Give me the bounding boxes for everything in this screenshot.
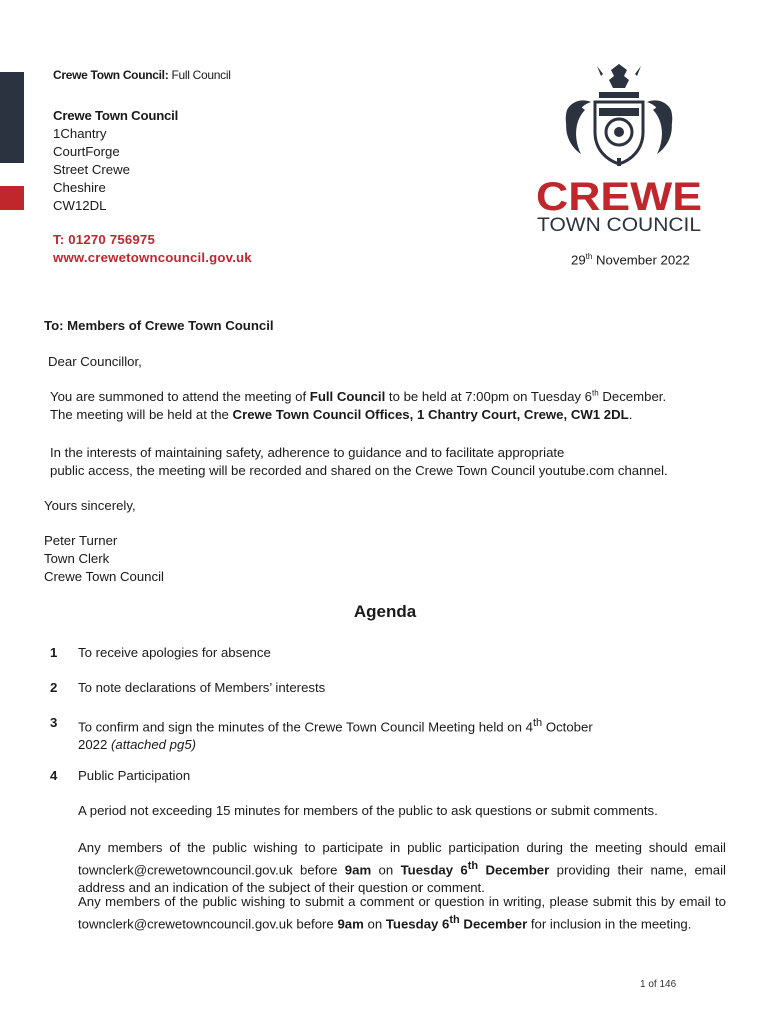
side-bar-red xyxy=(0,186,24,210)
contact-block xyxy=(53,231,252,267)
minutes-attachment-note: (attached pg5) xyxy=(111,737,197,753)
crest-icon xyxy=(566,64,673,166)
salutation: Dear Councillor, xyxy=(48,354,142,369)
closing: Yours sincerely, xyxy=(44,498,136,513)
minutes-text: To confirm and sign the minutes of the Crewe Town Council Meeting held on 4 xyxy=(78,719,533,735)
council-logo xyxy=(533,58,705,234)
recording-line: In the interests of maintaining safety, adherence to guidance and to facilitate appropriate xyxy=(50,445,565,460)
date-suffix: th xyxy=(585,252,593,261)
address-line: Cheshire xyxy=(53,180,106,195)
written-deadline-month: December xyxy=(459,916,528,932)
summons-meeting: Full Council xyxy=(309,389,386,404)
summons-month: December. xyxy=(598,389,667,404)
letter-date xyxy=(571,252,690,267)
deadline-time: 9am xyxy=(344,862,372,878)
written-question-rest: for inclusion in the meeting. xyxy=(527,916,692,932)
participation-period: A period not exceeding 15 minutes for members of the public to ask questions or submit comments. xyxy=(78,803,658,818)
participation-email-rest: providing their name, email address and an indication of the subject of their question or comment. xyxy=(78,862,726,896)
recipient-line: To: Members of Crewe Town Council xyxy=(44,318,274,333)
minutes-year: 2022 xyxy=(78,737,112,753)
date-rest: November 2022 xyxy=(592,252,690,268)
agenda-item-text: To receive apologies for absence xyxy=(78,645,271,660)
summons-paragraph xyxy=(50,388,666,424)
signatory-org: Crewe Town Council xyxy=(44,569,164,584)
summons-text: You are summoned to attend the meeting of xyxy=(50,389,310,404)
agenda-item-number: 1 xyxy=(50,645,58,660)
agenda-item-text: To note declarations of Members’ interests xyxy=(78,680,326,695)
venue-text: The meeting will be held at the xyxy=(50,407,233,422)
written-deadline-time: 9am xyxy=(337,916,364,932)
address-line: Street Crewe xyxy=(53,162,130,177)
agenda-item-number: 3 xyxy=(50,715,58,730)
written-deadline-on: on xyxy=(363,916,386,932)
written-deadline-sup: th xyxy=(449,914,460,926)
logo-word-town-council: TOWN COUNCIL xyxy=(537,215,701,234)
deadline-month: December xyxy=(478,862,550,878)
signatory-title: Town Clerk xyxy=(44,551,110,566)
minutes-month: October xyxy=(542,719,593,735)
deadline-day: Tuesday 6 xyxy=(400,862,468,878)
address-line: CW12DL xyxy=(53,198,107,213)
recording-line: public access, the meeting will be recorded and shared on the Crewe Town Council youtube.com channel. xyxy=(50,463,668,478)
participation-email-text: Any members of the public wishing to participate in public participation during the meeting should email townclerk@crewetowncouncil.gov.uk before xyxy=(78,840,726,878)
page-number: 1 of 146 xyxy=(640,979,677,990)
header-org: Crewe Town Council: xyxy=(53,68,169,82)
agenda-item-number: 4 xyxy=(50,768,58,783)
agenda-item-text xyxy=(78,714,593,754)
address-org: Crewe Town Council xyxy=(53,108,179,123)
running-header xyxy=(53,68,231,82)
phone: T: 01270 756975 xyxy=(53,232,155,247)
deadline-sup: th xyxy=(467,860,479,872)
written-question-text: Any members of the public wishing to submit a comment or question in writing, please submit this by email to townclerk@crewetowncouncil.gov.uk before xyxy=(78,894,726,932)
venue-address: Crewe Town Council Offices, 1 Chantry Court, Crewe, CW1 2DL xyxy=(232,407,629,422)
venue-period: . xyxy=(628,407,633,422)
agenda-item-number: 2 xyxy=(50,680,58,695)
header-meeting: Full Council xyxy=(171,68,231,82)
summons-time: to be held at 7:00pm on Tuesday 6 xyxy=(385,389,592,404)
signatory-name: Peter Turner xyxy=(44,533,118,548)
recording-paragraph xyxy=(50,444,668,480)
address-line: CourtForge xyxy=(53,144,120,159)
address-block xyxy=(53,107,178,215)
written-question-paragraph xyxy=(78,893,726,933)
participation-email-paragraph xyxy=(78,839,726,897)
signature-block xyxy=(44,532,164,586)
summons-sup: th xyxy=(592,388,599,398)
side-bar-dark xyxy=(0,72,24,163)
website-link[interactable]: www.crewetowncouncil.gov.uk xyxy=(53,250,252,265)
written-deadline-day: Tuesday 6 xyxy=(385,916,450,932)
deadline-on: on xyxy=(371,862,401,878)
address-line: 1Chantry xyxy=(53,126,107,141)
date-day: 29 xyxy=(571,252,586,268)
logo-word-crewe: CREWE xyxy=(536,175,702,219)
agenda-item-text: Public Participation xyxy=(78,768,191,783)
agenda-heading: Agenda xyxy=(353,602,417,621)
minutes-sup: th xyxy=(532,717,543,729)
